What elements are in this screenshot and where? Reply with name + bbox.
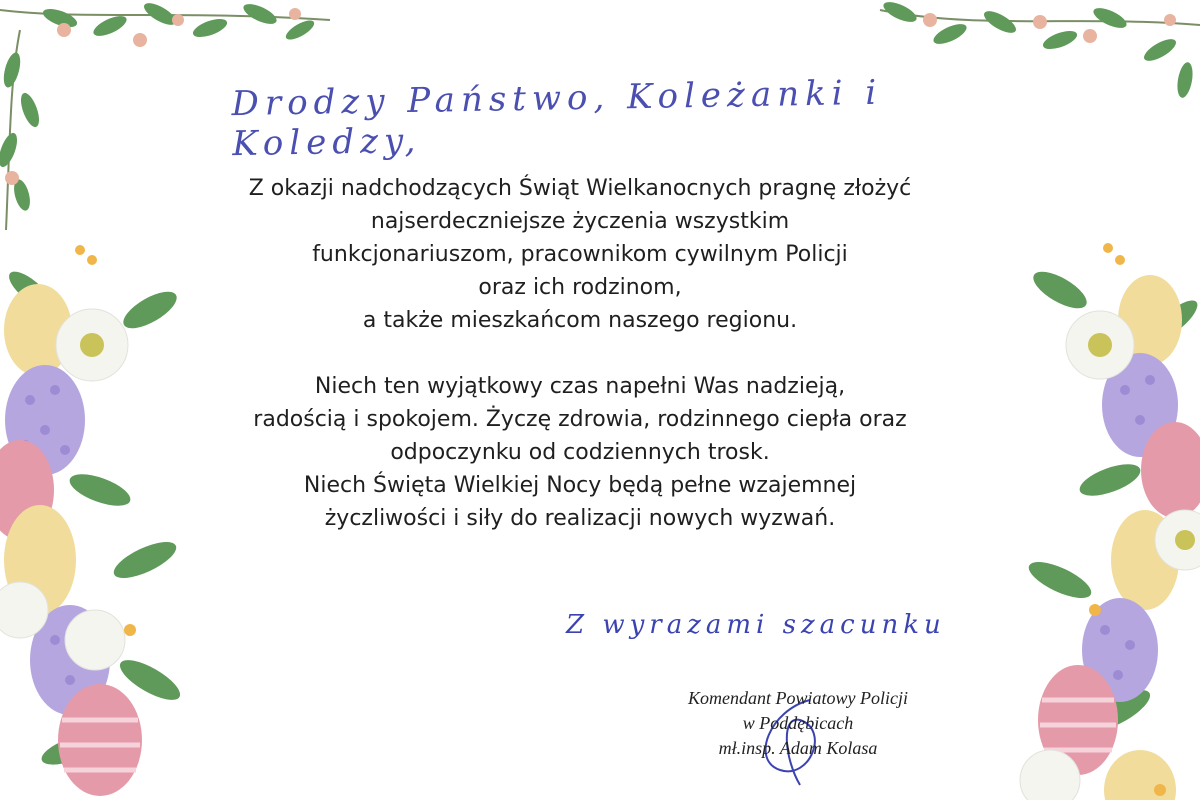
paragraph-line: Niech ten wyjątkowy czas napełni Was nadzieją, (314, 374, 846, 399)
paragraph-line: Z okazji nadchodzących Świąt Wielkanocnych pragnę złożyć (248, 176, 912, 201)
paragraph-line: radością i spokojem. Życzę zdrowia, rodzinnego ciepła oraz (253, 407, 907, 432)
floral-column-right (1000, 230, 1200, 800)
paragraph-line: a także mieszkańcom naszego regionu. (362, 308, 798, 333)
paragraph-line: oraz ich rodzinom, (478, 275, 682, 300)
paragraph-line: odpoczynku od codziennych trosk. (390, 440, 770, 465)
greeting-handwritten: Drodzy Państwo, Koleżanki i Koledzy, (231, 72, 883, 165)
paragraph-line: życzliwości i siły do realizacji nowych wyzwań. (324, 506, 836, 531)
paragraph-gap (180, 337, 980, 370)
paragraph-line: funkcjonariuszom, pracownikom cywilnym Policji (312, 242, 848, 267)
signature-block (648, 686, 948, 761)
signature-name: mł.insp. Adam Kolasa (718, 738, 878, 758)
closing-handwritten: Z wyrazami szacunku (566, 610, 946, 640)
floral-column-left (0, 230, 200, 800)
letter-body (180, 172, 980, 535)
paragraph-line: Niech Święta Wielkiej Nocy będą pełne wzajemnej (303, 473, 857, 498)
signature-title: Komendant Powiatowy Policji (688, 688, 908, 708)
paragraph-line: najserdeczniejsze życzenia wszystkim (370, 209, 790, 234)
signature-location: w Poddębicach (742, 713, 854, 733)
